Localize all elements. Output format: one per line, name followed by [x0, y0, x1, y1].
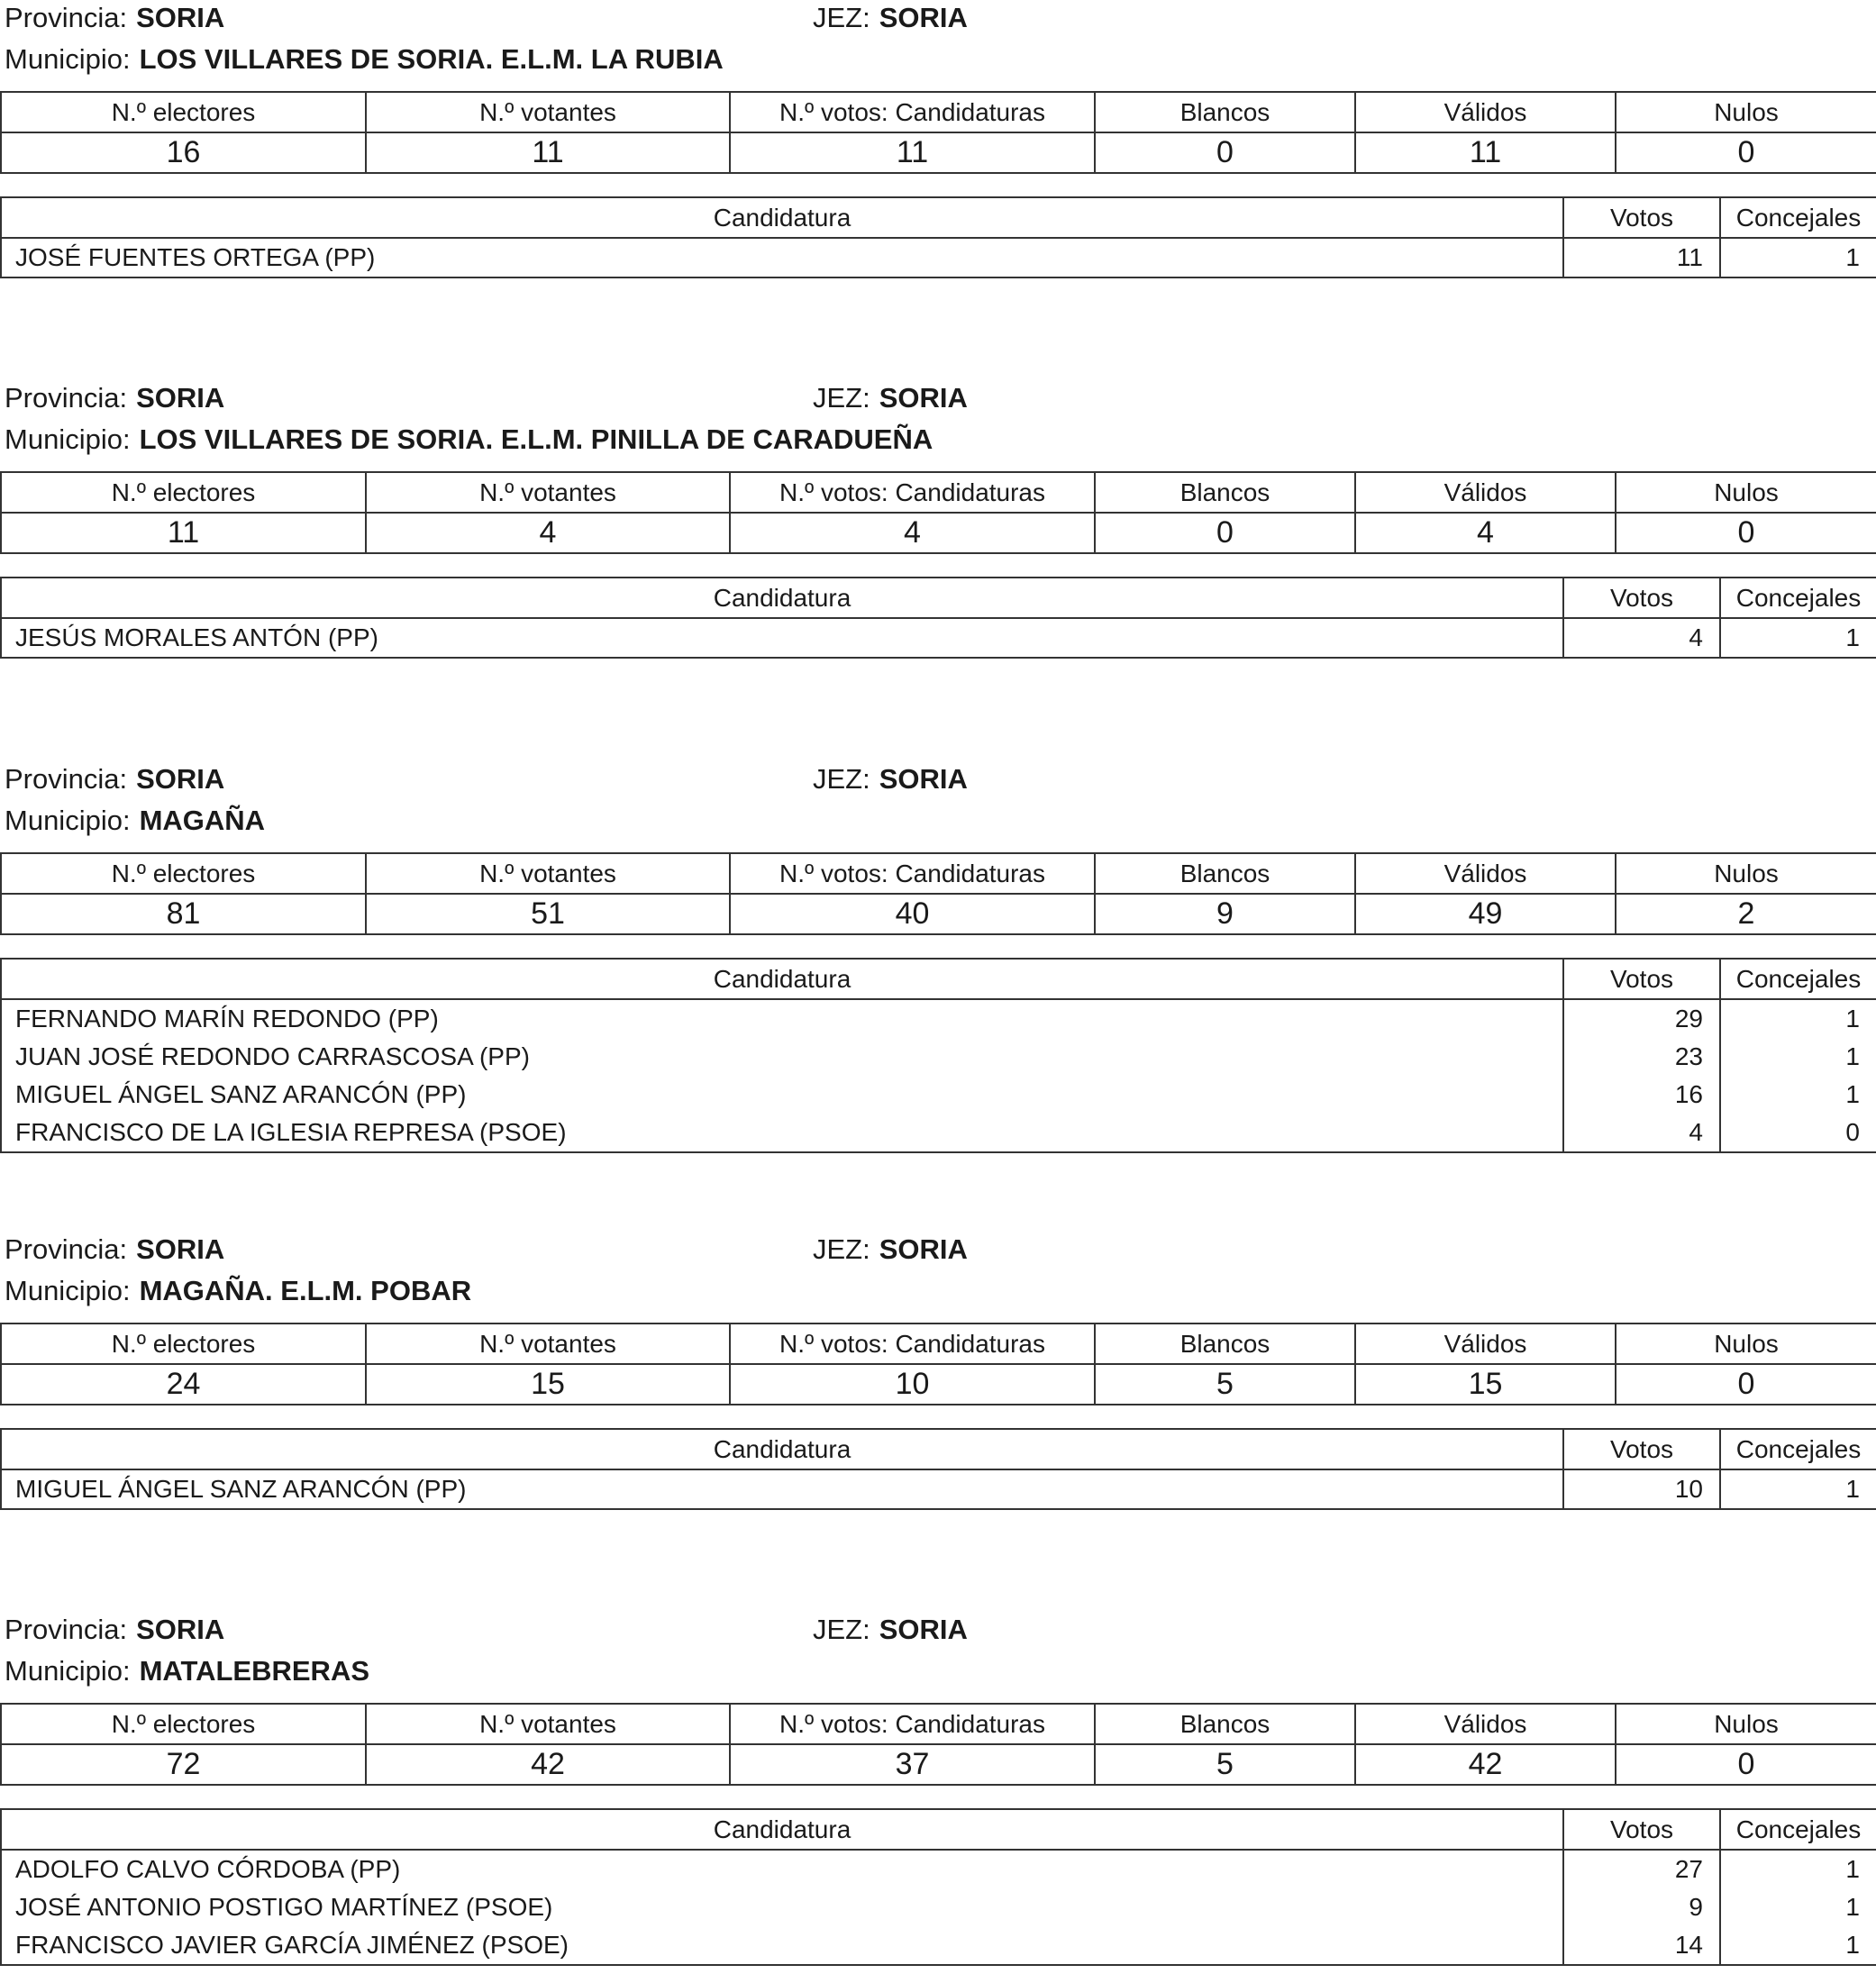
- validos-value: 42: [1355, 1744, 1616, 1785]
- municipio-line: [5, 1655, 369, 1687]
- candidate-votos: 23: [1674, 1042, 1703, 1070]
- provincia-line: [5, 382, 224, 414]
- concejales-header: Concejales: [1720, 578, 1876, 618]
- votantes-header: N.º votantes: [366, 472, 730, 513]
- municipio-line: [5, 43, 724, 76]
- stats-table: [0, 1703, 1876, 1786]
- provincia-label: Provincia:: [5, 763, 128, 795]
- blancos-value: 9: [1095, 894, 1355, 934]
- jez-line: [813, 763, 968, 796]
- candidate-votos-cell: [1563, 1469, 1720, 1509]
- votantes-header: N.º votantes: [366, 1324, 730, 1364]
- nulos-value: 0: [1616, 513, 1876, 553]
- candidate-concejales-cell: [1720, 1850, 1876, 1965]
- candidate-concejales: 1: [1845, 243, 1860, 271]
- votos-candidaturas-value: 37: [730, 1744, 1095, 1785]
- municipio-value: LOS VILLARES DE SORIA. E.L.M. LA RUBIA: [139, 43, 724, 75]
- blancos-value: 5: [1095, 1364, 1355, 1405]
- electores-value: 81: [1, 894, 366, 934]
- municipio-label: Municipio:: [5, 1655, 131, 1687]
- jez-value: SORIA: [879, 1614, 968, 1645]
- votos-candidaturas-header: N.º votos: Candidaturas: [730, 1324, 1095, 1364]
- candidate-name: JOSÉ FUENTES ORTEGA (PP): [15, 243, 376, 271]
- votantes-value: 11: [366, 132, 730, 173]
- nulos-value: 0: [1616, 1744, 1876, 1785]
- nulos-header: Nulos: [1616, 472, 1876, 513]
- blancos-header: Blancos: [1095, 92, 1355, 132]
- candidate-votos: 4: [1689, 1118, 1703, 1146]
- candidate-concejales: 1: [1845, 623, 1860, 651]
- votantes-value: 4: [366, 513, 730, 553]
- candidate-name: JUAN JOSÉ REDONDO CARRASCOSA (PP): [15, 1042, 530, 1070]
- jez-value: SORIA: [879, 1233, 968, 1265]
- nulos-header: Nulos: [1616, 92, 1876, 132]
- votos-candidaturas-header: N.º votos: Candidaturas: [730, 1704, 1095, 1744]
- votos-header: Votos: [1563, 959, 1720, 999]
- nulos-header: Nulos: [1616, 1324, 1876, 1364]
- municipio-label: Municipio:: [5, 43, 131, 75]
- jez-label: JEZ:: [813, 1614, 870, 1645]
- candidate-name: FRANCISCO DE LA IGLESIA REPRESA (PSOE): [15, 1118, 567, 1146]
- votantes-value: 42: [366, 1744, 730, 1785]
- candidate-votos: 16: [1674, 1080, 1703, 1108]
- blancos-header: Blancos: [1095, 1324, 1355, 1364]
- candidate-votos: 29: [1674, 1005, 1703, 1032]
- nulos-value: 2: [1616, 894, 1876, 934]
- nulos-header: Nulos: [1616, 853, 1876, 894]
- nulos-header: Nulos: [1616, 1704, 1876, 1744]
- candidate-concejales-cell: [1720, 1469, 1876, 1509]
- municipio-line: [5, 1275, 471, 1307]
- votos-candidaturas-value: 10: [730, 1364, 1095, 1405]
- jez-label: JEZ:: [813, 1233, 870, 1265]
- jez-value: SORIA: [879, 2, 968, 33]
- candidate-name: JOSÉ ANTONIO POSTIGO MARTÍNEZ (PSOE): [15, 1893, 553, 1921]
- provincia-label: Provincia:: [5, 1233, 128, 1265]
- concejales-header: Concejales: [1720, 959, 1876, 999]
- candidate-concejales: 1: [1845, 1931, 1860, 1959]
- electores-value: 24: [1, 1364, 366, 1405]
- candidates-table: [0, 196, 1876, 278]
- candidatura-header: Candidatura: [1, 197, 1563, 238]
- validos-header: Válidos: [1355, 1324, 1616, 1364]
- nulos-value: 0: [1616, 132, 1876, 173]
- votos-candidaturas-value: 4: [730, 513, 1095, 553]
- jez-line: [813, 1614, 968, 1646]
- candidate-votos-cell: [1563, 618, 1720, 658]
- candidate-concejales-cell: [1720, 238, 1876, 277]
- municipio-line: [5, 805, 265, 837]
- concejales-header: Concejales: [1720, 1809, 1876, 1850]
- candidate-votos: 4: [1689, 623, 1703, 651]
- validos-value: 11: [1355, 132, 1616, 173]
- candidate-concejales: 1: [1845, 1855, 1860, 1883]
- validos-header: Válidos: [1355, 1704, 1616, 1744]
- candidate-name: FERNANDO MARÍN REDONDO (PP): [15, 1005, 439, 1032]
- candidate-name: MIGUEL ÁNGEL SANZ ARANCÓN (PP): [15, 1475, 467, 1503]
- blancos-value: 5: [1095, 1744, 1355, 1785]
- stats-table: [0, 91, 1876, 174]
- candidatura-header: Candidatura: [1, 1429, 1563, 1469]
- validos-header: Válidos: [1355, 92, 1616, 132]
- candidates-table: [0, 1428, 1876, 1510]
- electores-header: N.º electores: [1, 1324, 366, 1364]
- provincia-label: Provincia:: [5, 2, 128, 33]
- candidate-names-cell: [1, 1469, 1563, 1509]
- votos-candidaturas-value: 11: [730, 132, 1095, 173]
- candidate-name: MIGUEL ÁNGEL SANZ ARANCÓN (PP): [15, 1080, 467, 1108]
- candidate-votos: 10: [1674, 1475, 1703, 1503]
- provincia-line: [5, 763, 224, 796]
- concejales-header: Concejales: [1720, 197, 1876, 238]
- provincia-value: SORIA: [136, 1233, 225, 1265]
- provincia-value: SORIA: [136, 382, 225, 414]
- votos-candidaturas-header: N.º votos: Candidaturas: [730, 92, 1095, 132]
- candidatura-header: Candidatura: [1, 1809, 1563, 1850]
- jez-value: SORIA: [879, 382, 968, 414]
- jez-label: JEZ:: [813, 382, 870, 414]
- candidate-concejales: 0: [1845, 1118, 1860, 1146]
- validos-value: 4: [1355, 513, 1616, 553]
- votos-header: Votos: [1563, 578, 1720, 618]
- stats-table: [0, 852, 1876, 935]
- electores-header: N.º electores: [1, 92, 366, 132]
- votantes-header: N.º votantes: [366, 1704, 730, 1744]
- electores-header: N.º electores: [1, 1704, 366, 1744]
- candidate-names-cell: [1, 238, 1563, 277]
- municipio-label: Municipio:: [5, 805, 131, 836]
- stats-table: [0, 1323, 1876, 1405]
- candidate-votos-cell: [1563, 999, 1720, 1152]
- electores-header: N.º electores: [1, 472, 366, 513]
- municipio-value: MAGAÑA. E.L.M. POBAR: [139, 1275, 472, 1306]
- nulos-value: 0: [1616, 1364, 1876, 1405]
- electores-value: 11: [1, 513, 366, 553]
- provincia-label: Provincia:: [5, 1614, 128, 1645]
- municipio-value: MATALEBRERAS: [139, 1655, 370, 1687]
- provincia-value: SORIA: [136, 763, 225, 795]
- provincia-line: [5, 2, 224, 34]
- validos-value: 49: [1355, 894, 1616, 934]
- candidate-votos-cell: [1563, 238, 1720, 277]
- votos-candidaturas-header: N.º votos: Candidaturas: [730, 472, 1095, 513]
- candidate-votos: 27: [1674, 1855, 1703, 1883]
- blancos-value: 0: [1095, 513, 1355, 553]
- votantes-header: N.º votantes: [366, 92, 730, 132]
- candidatura-header: Candidatura: [1, 578, 1563, 618]
- candidate-votos-cell: [1563, 1850, 1720, 1965]
- jez-label: JEZ:: [813, 2, 870, 33]
- municipio-value: MAGAÑA: [139, 805, 266, 836]
- candidate-names-cell: [1, 1850, 1563, 1965]
- provincia-value: SORIA: [136, 2, 225, 33]
- electores-value: 16: [1, 132, 366, 173]
- blancos-value: 0: [1095, 132, 1355, 173]
- candidate-names-cell: [1, 618, 1563, 658]
- candidate-votos: 14: [1674, 1931, 1703, 1959]
- votos-candidaturas-header: N.º votos: Candidaturas: [730, 853, 1095, 894]
- candidate-votos: 9: [1689, 1893, 1703, 1921]
- candidate-names-cell: [1, 999, 1563, 1152]
- provincia-line: [5, 1614, 224, 1646]
- candidate-concejales: 1: [1845, 1080, 1860, 1108]
- provincia-label: Provincia:: [5, 382, 128, 414]
- votantes-header: N.º votantes: [366, 853, 730, 894]
- blancos-header: Blancos: [1095, 853, 1355, 894]
- stats-table: [0, 471, 1876, 554]
- votantes-value: 15: [366, 1364, 730, 1405]
- candidates-table: [0, 958, 1876, 1153]
- municipio-label: Municipio:: [5, 1275, 131, 1306]
- jez-value: SORIA: [879, 763, 968, 795]
- votos-candidaturas-value: 40: [730, 894, 1095, 934]
- candidate-name: ADOLFO CALVO CÓRDOBA (PP): [15, 1855, 401, 1883]
- candidate-concejales: 1: [1845, 1005, 1860, 1032]
- jez-line: [813, 2, 968, 34]
- municipio-line: [5, 423, 933, 456]
- electores-value: 72: [1, 1744, 366, 1785]
- candidates-table: [0, 577, 1876, 659]
- validos-value: 15: [1355, 1364, 1616, 1405]
- candidate-concejales-cell: [1720, 999, 1876, 1152]
- candidate-concejales: 1: [1845, 1042, 1860, 1070]
- votos-header: Votos: [1563, 1809, 1720, 1850]
- jez-line: [813, 382, 968, 414]
- candidates-table: [0, 1808, 1876, 1966]
- blancos-header: Blancos: [1095, 1704, 1355, 1744]
- municipio-label: Municipio:: [5, 423, 131, 455]
- candidate-concejales: 1: [1845, 1475, 1860, 1503]
- validos-header: Válidos: [1355, 472, 1616, 513]
- candidatura-header: Candidatura: [1, 959, 1563, 999]
- candidate-concejales-cell: [1720, 618, 1876, 658]
- candidate-concejales: 1: [1845, 1893, 1860, 1921]
- candidate-name: FRANCISCO JAVIER GARCÍA JIMÉNEZ (PSOE): [15, 1931, 569, 1959]
- concejales-header: Concejales: [1720, 1429, 1876, 1469]
- electores-header: N.º electores: [1, 853, 366, 894]
- provincia-line: [5, 1233, 224, 1266]
- municipio-value: LOS VILLARES DE SORIA. E.L.M. PINILLA DE CARADUEÑA: [139, 423, 933, 455]
- candidate-votos: 11: [1676, 243, 1703, 271]
- jez-line: [813, 1233, 968, 1266]
- votos-header: Votos: [1563, 1429, 1720, 1469]
- validos-header: Válidos: [1355, 853, 1616, 894]
- votos-header: Votos: [1563, 197, 1720, 238]
- blancos-header: Blancos: [1095, 472, 1355, 513]
- provincia-value: SORIA: [136, 1614, 225, 1645]
- votantes-value: 51: [366, 894, 730, 934]
- candidate-name: JESÚS MORALES ANTÓN (PP): [15, 623, 378, 651]
- jez-label: JEZ:: [813, 763, 870, 795]
